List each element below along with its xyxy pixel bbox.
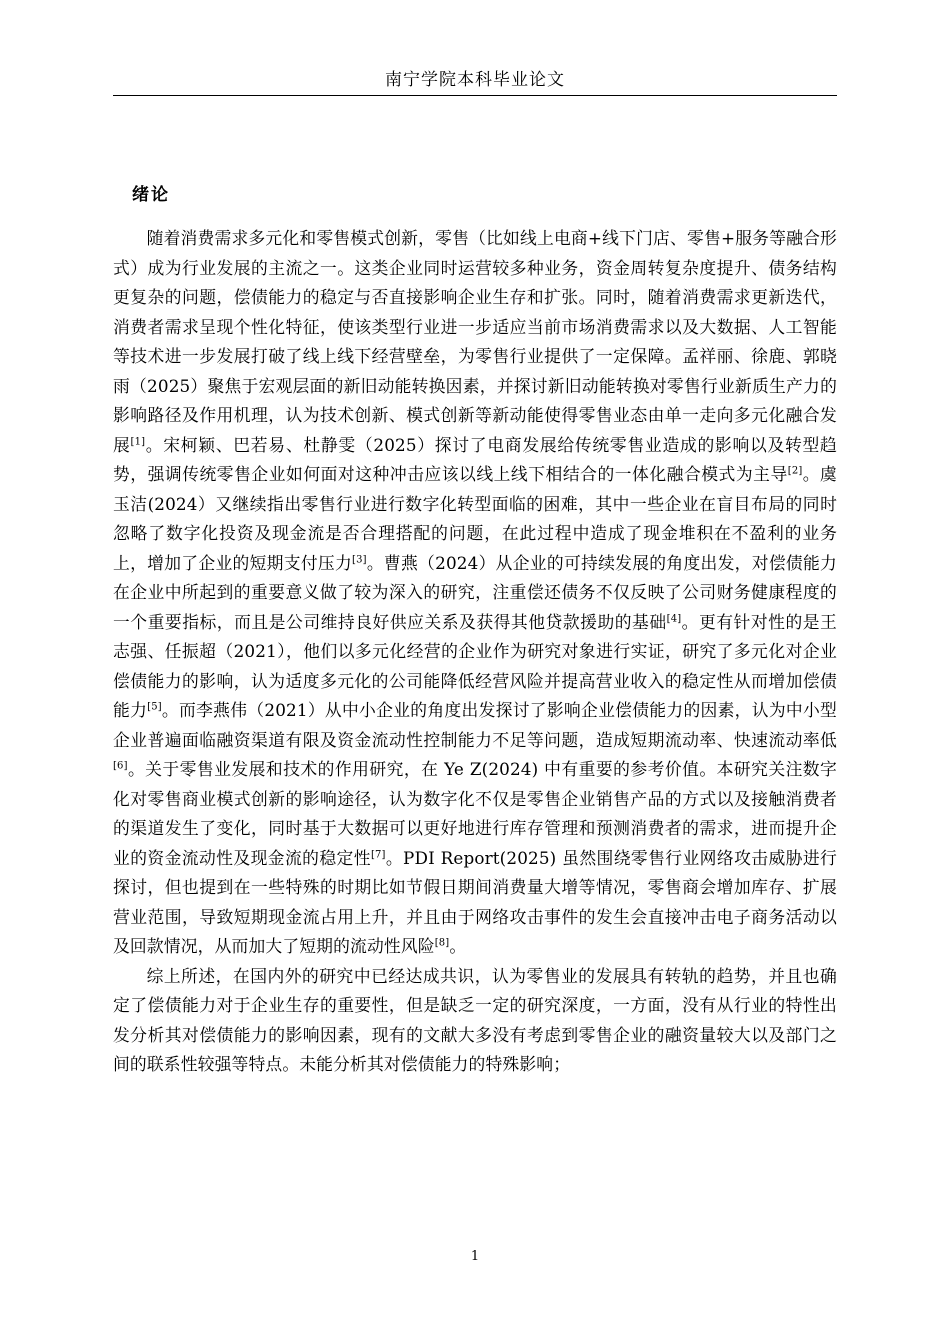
page-number: 1: [470, 1249, 480, 1264]
paragraph-text: 。宋柯颖、巴若易、杜静雯（2025）探讨了电商发展给传统零售业造成的影响以及转型趋势，强调传统零售企业如何面对这种冲击应该以线上线下相结合的一体化融合模式为主导: [113, 434, 837, 484]
body-text: [113, 224, 837, 1080]
citation-marker: [4]: [666, 612, 682, 624]
paragraph-text: 。虞玉洁(2024）又继续指出零售行业进行数字化转型面临的困难，其中一些企业在盲目布局的同时忽略了数字化投资及现金流是否合理搭配的问题，在此过程中造成了现金堆积在不盈利的业务上，增加了企业的短期支付压力: [113, 464, 837, 573]
citation-marker: [3]: [352, 553, 367, 565]
paragraph: [113, 962, 837, 1080]
paragraph-text: 。更有针对性的是王志强、任振超（2021），他们以多元化经营的企业作为研究对象进行实证，研究了多元化对企业偿债能力的影响，认为适度多元化的公司能降低经营风险并提高营业收入的稳定性从而增加偿债能力: [113, 611, 837, 720]
paragraph: [113, 224, 837, 962]
paragraph-text: 。: [449, 936, 467, 956]
paragraph-text: 。关于零售业发展和技术的作用研究，在 Ye Z(2024) 中有重要的参考价值。本研究关注数字化对零售商业模式创新的影响途径，认为数字化不仅是零售企业销售产品的方式以及接触消费者的渠道发生了变化，同时基于大数据可以更好地进行库存管理和预测消费者的需求，进而提升企业的资金流动性及现金流的稳定性: [113, 759, 837, 868]
header-divider: [113, 95, 837, 96]
paragraph-text: 。PDI Report(2025) 虽然围绕零售行业网络攻击威胁进行探讨，但也提到在一些特殊的时期比如节假日期间消费量大增等情况，零售商会增加库存、扩展营业范围，导致短期现金流占用上升，并且由于网络攻击事件的发生会直接冲击电子商务活动以及回款情况，从而加大了短期的流动性风险: [113, 847, 837, 956]
citation-marker: [2]: [787, 465, 803, 477]
paragraph-text: 随着消费需求多元化和零售模式创新，零售（比如线上电商+线下门店、零售+服务等融合形式）成为行业发展的主流之一。这类企业同时运营较多种业务，资金周转复杂度提升、债务结构更复杂的问题，偿债能力的稳定与否直接影响企业生存和扩张。同时，随着消费需求更新迭代，消费者需求呈现个性化特征，使该类型行业进一步适应当前市场消费需求以及大数据、人工智能等技术进一步发展打破了线上线下经营壁垒，为零售行业提供了一定保障。孟祥丽、徐鹿、郭晓雨（2025）聚焦于宏观层面的新旧动能转换因素，并探讨新旧动能转换对零售行业新质生产力的影响路径及作用机理，认为技术创新、模式创新等新动能使得零售业态由单一走向多元化融合发展: [113, 228, 837, 455]
paragraph-text: 。而李燕伟（2021）从中小企业的角度出发探讨了影响企业偿债能力的因素，认为中小型企业普遍面临融资渠道有限及资金流动性控制能力不足等问题，造成短期流动率、快速流动率低: [113, 700, 837, 750]
section-heading: 绪论: [132, 185, 170, 205]
page-header-title: 南宁学院本科毕业论文: [385, 70, 565, 90]
paragraph-text: 综上所述，在国内外的研究中已经达成共识，认为零售业的发展具有转轨的趋势，并且也确定了偿债能力对于企业生存的重要性，但是缺乏一定的研究深度，一方面，没有从行业的特性出发分析其对偿债能力的影响因素，现有的文献大多没有考虑到零售企业的融资量较大以及部门之间的联系性较强等特点。未能分析其对偿债能力的特殊影响；: [113, 965, 837, 1074]
citation-marker: [1]: [130, 435, 146, 447]
citation-marker: [6]: [113, 760, 128, 772]
citation-marker: [8]: [434, 937, 450, 949]
paragraph-text: 。曹燕（2024）从企业的可持续发展的角度出发，对偿债能力在企业中所起到的重要意义做了较为深入的研究，注重偿还债务不仅反映了公司财务健康程度的一个重要指标，而且是公司维持良好供应关系及获得其他贷款援助的基础: [113, 552, 837, 632]
citation-marker: [5]: [147, 701, 162, 713]
citation-marker: [7]: [370, 848, 386, 860]
